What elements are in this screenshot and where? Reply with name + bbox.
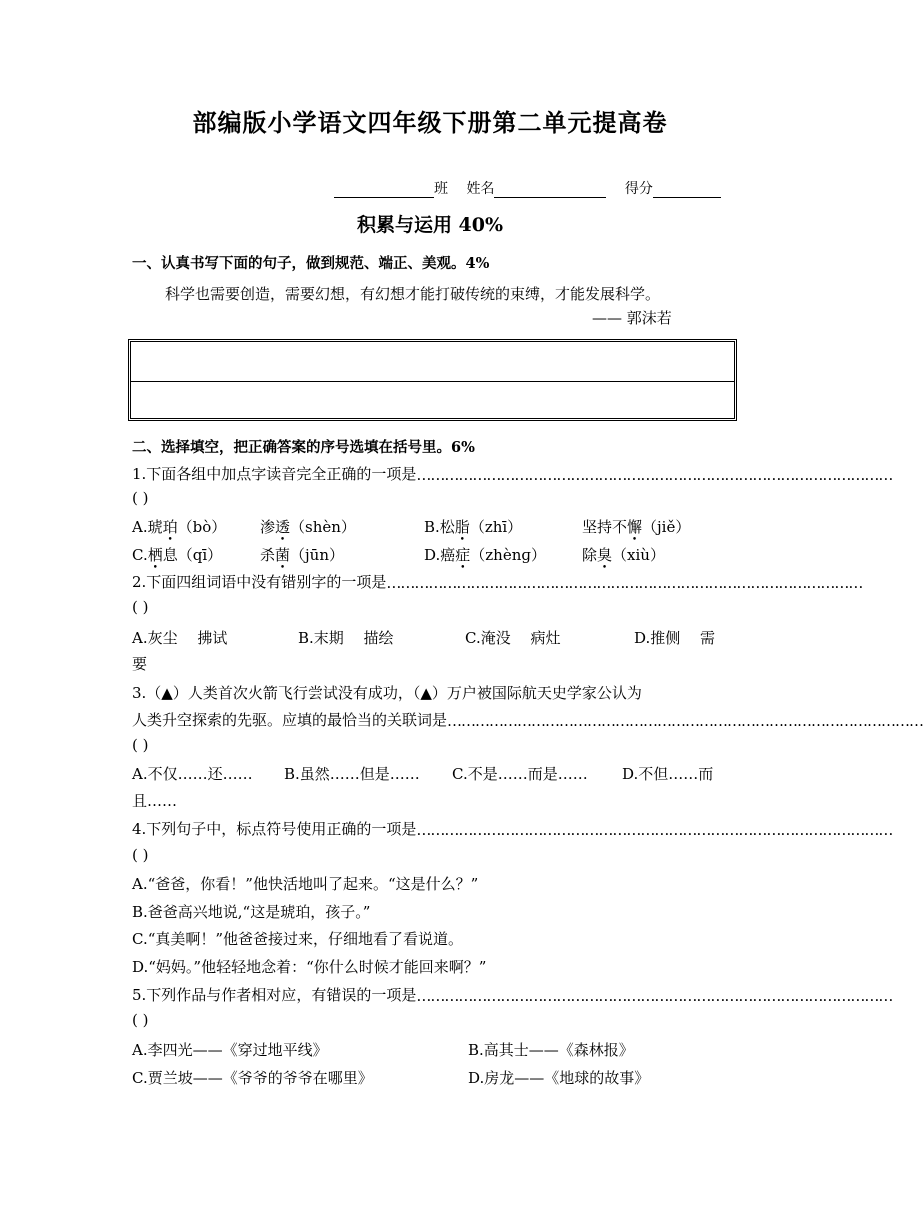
q4-option-c[interactable]: C.“真美啊！”他爸爸接过来，仔细地看了看说道。 [132,930,464,948]
q5-option-a[interactable]: A.李四光——《穿过地平线》 [132,1041,328,1059]
q2-option-c[interactable]: C.淹没 病灶 [465,629,561,647]
q1-option-b1[interactable]: B.松脂（zhī） [424,518,523,536]
q3-option-d-cont: 且…… [132,792,178,810]
q2-option-b[interactable]: B.末期 描绘 [298,629,394,647]
q1-option-d1[interactable]: D.癌症（zhènɡ） [424,546,546,564]
q1-option-c1[interactable]: C.栖息（qī） [132,546,223,564]
q1-stem-text: 1.下面各组中加点字读音完全正确的一项是 [132,465,417,483]
q5-option-d[interactable]: D.房龙——《地球的故事》 [468,1069,650,1087]
class-label: 班 [434,181,448,197]
q3-option-b[interactable]: B.虽然……但是…… [284,765,420,783]
q5-stem [132,984,893,1005]
q3-option-a[interactable]: A.不仅……还…… [132,765,253,783]
class-blank[interactable] [334,183,434,198]
q3-line2 [132,709,923,730]
q4-option-b[interactable]: B.爸爸高兴地说,“这是琥珀，孩子。” [132,903,371,921]
q1-answer-blank[interactable]: ( ) [132,489,149,507]
quote-sentence: 科学也需要创造，需要幻想，有幻想才能打破传统的束缚，才能发展科学。 [165,285,661,303]
q5-answer-blank[interactable]: ( ) [132,1011,149,1029]
q2-option-d-cont: 要 [132,655,148,673]
q4-option-a[interactable]: A.“爸爸，你看！”他快活地叫了起来。“这是什么？” [132,875,479,893]
student-info-line [334,178,721,198]
q3-option-c[interactable]: C.不是……而是…… [452,765,588,783]
q1-option-c2: 杀菌（jūn） [260,546,345,564]
quote-author: —— 郭沫若 [592,309,672,327]
writing-box-divider [131,381,734,382]
name-label: 姓名 [466,181,495,197]
q4-stem [132,818,893,839]
q3-line2-text: 人类升空探索的先驱。应填的最恰当的关联词是 [132,711,448,729]
q5-leader: ………………………………………………………………………………………… [416,987,893,1005]
section-title: 积累与运用 40% [356,214,504,236]
q3-option-d[interactable]: D.不但……而 [622,765,714,783]
q5-stem-text: 5.下列作品与作者相对应，有错误的一项是 [132,986,417,1004]
q4-stem-text: 4.下列句子中，标点符号使用正确的一项是 [132,820,417,838]
q2-leader: ………………………………………………………………………………………… [386,574,863,592]
part2-heading: 二、选择填空，把正确答案的序号选填在括号里。6% [132,439,475,456]
q3-leader: ………………………………………………………………………………………… [447,712,923,730]
q2-option-a[interactable]: A.灰尘 拂试 [132,629,228,647]
score-label: 得分 [624,181,653,197]
q3-line1: 3.（▲）人类首次火箭飞行尝试没有成功，（▲）万户被国际航天史学家公认为 [132,684,642,702]
q4-leader: ………………………………………………………………………………………… [416,821,893,839]
score-blank[interactable] [653,183,721,198]
q1-leader: ………………………………………………………………………………………… [416,466,893,484]
part1-heading: 一、认真书写下面的句子，做到规范、端正、美观。4% [132,255,490,272]
q1-option-b2: 坚持不懈（jiě） [582,518,691,536]
q4-answer-blank[interactable]: ( ) [132,846,149,864]
q5-option-b[interactable]: B.高其士——《森林报》 [468,1041,634,1059]
q1-option-a2: 渗透（shèn） [260,518,356,536]
q1-stem [132,463,893,484]
q3-answer-blank[interactable]: ( ) [132,736,149,754]
writing-box[interactable] [128,339,737,421]
q1-option-d2: 除臭（xiù） [582,546,665,564]
q2-stem [132,571,863,592]
q5-option-c[interactable]: C.贾兰坡——《爷爷的爷爷在哪里》 [132,1069,373,1087]
q2-stem-text: 2.下面四组词语中没有错别字的一项是 [132,573,387,591]
page-title: 部编版小学语文四年级下册第二单元提高卷 [192,108,668,137]
name-blank[interactable] [494,183,606,198]
q4-option-d[interactable]: D.“妈妈。”他轻轻地念着：“你什么时候才能回来啊？” [132,958,487,976]
q2-option-d[interactable]: D.推侧 需 [634,629,716,647]
q1-option-a1[interactable]: A.琥珀（bò） [132,518,227,536]
q2-answer-blank[interactable]: ( ) [132,598,149,616]
